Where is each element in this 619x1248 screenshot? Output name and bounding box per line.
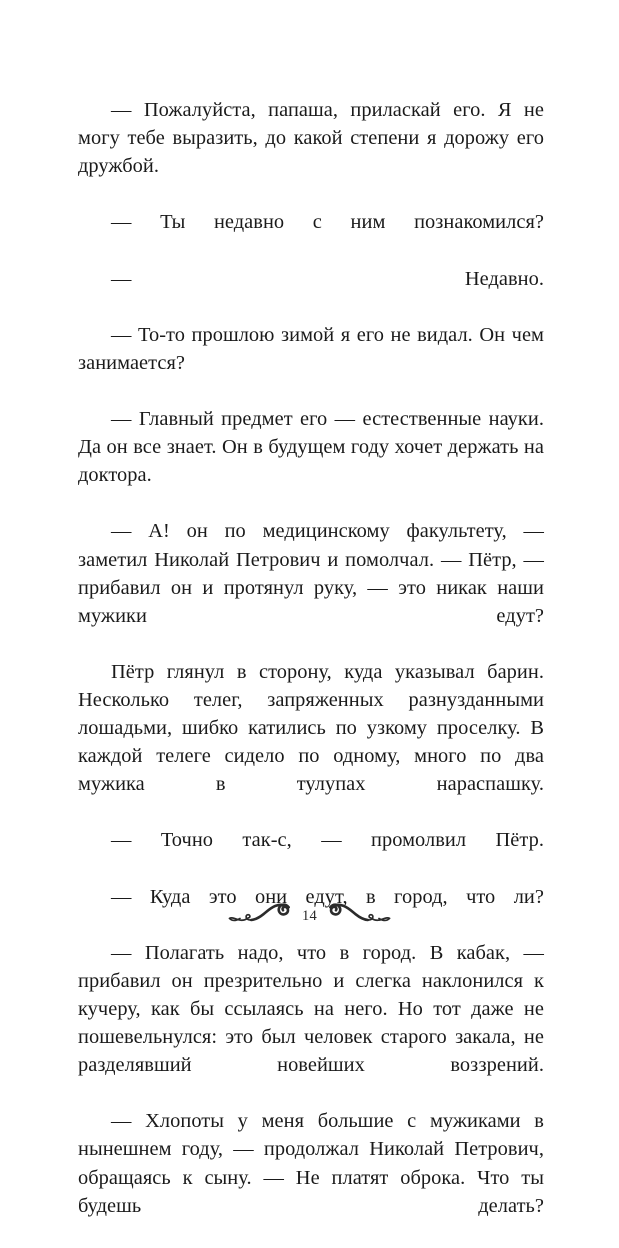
paragraph: — Пожалуйста, папаша, приласкай его. Я не могу тебе выразить, до какой степени я дорожу его дружбой.	[78, 99, 544, 178]
swash-flourish-icon	[327, 901, 393, 929]
swash-flourish-icon	[226, 901, 292, 929]
paragraph: — Ты недавно с ним познакомился?	[111, 211, 544, 234]
body-text-column	[78, 96, 544, 1248]
paragraph: — Куда это они едут, в город, что ли?	[111, 885, 544, 908]
paragraph: — Хлопоты у меня большие с мужиками в нынешнем году, — продолжал Николай Петрович, обращаясь к сыну. — Не платят оброка. Что ты будешь делать?	[78, 1110, 544, 1217]
paragraph: — То-то прошлою зимой я его не видал. Он чем занимается?	[78, 323, 544, 374]
paragraph: — Полагать надо, что в город. В кабак, — прибавил он презрительно и слегка наклонился к кучеру, как бы ссылаясь на него. Но тот даже не пошевельнулся: это был человек старого закала, не разделявший новейших воззрений.	[78, 941, 544, 1077]
page-number: 14	[301, 907, 318, 924]
paragraph: Пётр глянул в сторону, куда указывал барин. Несколько телег, запряженных разнузданными лошадьми, шибко катились по узкому проселку. В каждой телеге сидело по одному, много по два мужика в тулупах нараспашку.	[78, 660, 544, 796]
paragraph: — Недавно.	[111, 267, 544, 290]
paragraph: — Главный предмет его — естественные науки. Да он все знает. Он в будущем году хочет держать на доктора.	[78, 408, 544, 487]
footer-ornament	[0, 896, 619, 934]
paragraph: — А! он по медицинскому факультету, — заметил Николай Петрович и помолчал. — Пётр, — прибавил он и протянул руку, — это никак наши мужики едут?	[78, 520, 544, 627]
paragraph: — Точно так-с, — промолвил Пётр.	[111, 829, 544, 852]
